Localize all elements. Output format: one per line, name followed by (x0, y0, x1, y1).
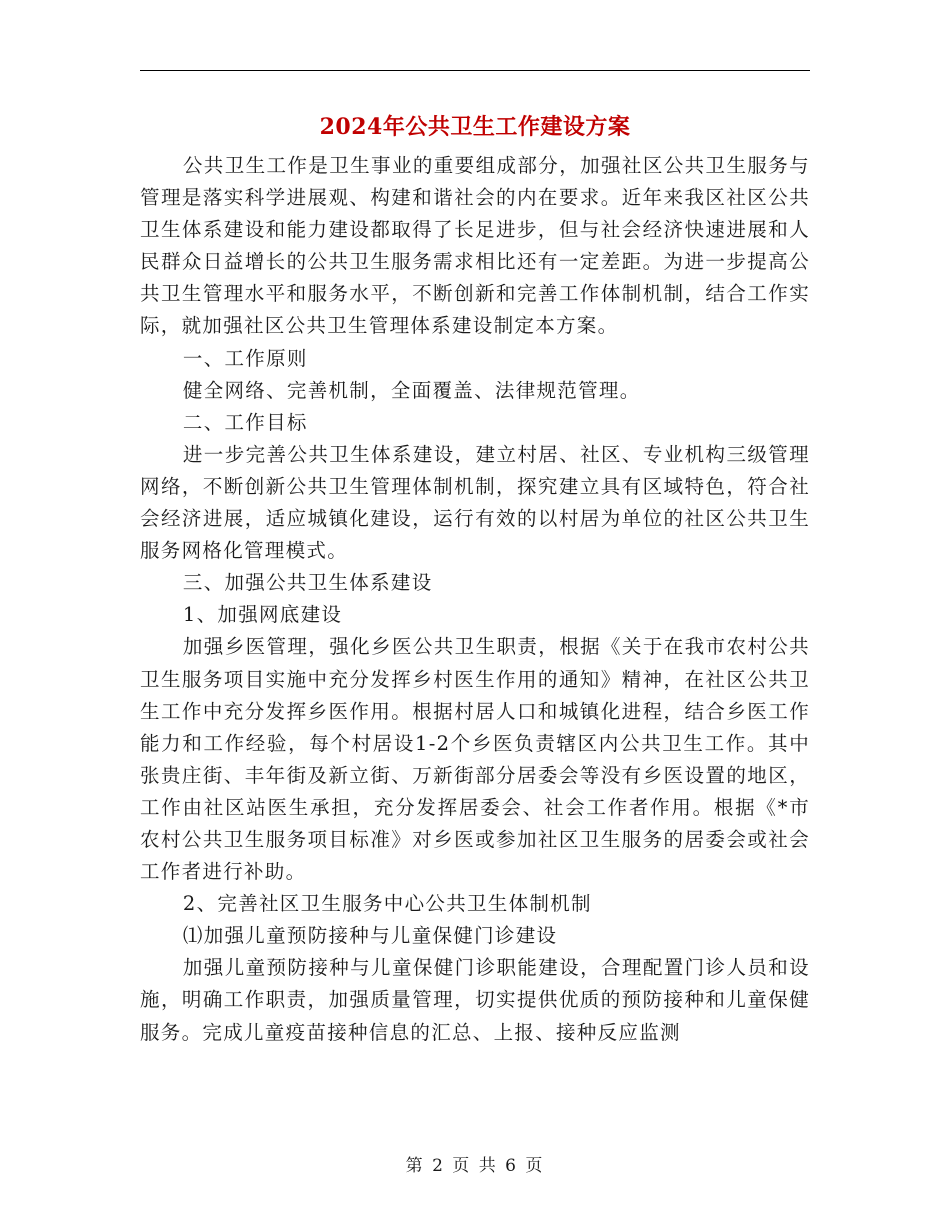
document-title: 2024年公共卫生工作建设方案 (319, 114, 631, 140)
heading-work-goals: 二、工作目标 (182, 410, 308, 434)
heading-work-principles: 一、工作原则 (182, 346, 308, 370)
paragraph-rural-doctors: 加强乡医管理，强化乡医公共卫生职责，根据《关于在我市农村公共卫生服务项目实施中充分发挥乡村医生作用的通知》精神，在社区公共卫生工作中充分发挥乡医作用。根据村居人口和城镇化进程，结合乡医工作能力和工作经验，每个村居设1-2个乡医负责辖区内公共卫生工作。其中张贵庄街、丰年街及新立街、万新街部分居委会等没有乡医设置的地区，工作由社区站医生承担，充分发挥居委会、社会工作者作用。根据《*市农村公共卫生服务项目标准》对乡医或参加社区卫生服务的居委会或社会工作者进行补助。 (140, 635, 810, 884)
paragraph-principles: 健全网络、完善机制，全面覆盖、法律规范管理。 (182, 378, 641, 402)
subheading-center-mechanism: 2、完善社区卫生服务中心公共卫生体制机制 (182, 892, 592, 916)
paragraph-intro: 公共卫生工作是卫生事业的重要组成部分，加强社区公共卫生服务与管理是落实科学进展观、构建和谐社会的内在要求。近年来我区社区公共卫生体系建设和能力建设都取得了长足进步，但与社会经济快速进展和人民群众日益增长的公共卫生服务需求相比还有一定差距。为进一步提高公共卫生管理水平和服务水平，不断创新和完善工作体制机制，结合工作实际，就加强社区公共卫生管理体系建设制定本方案。 (140, 154, 810, 338)
document-body (140, 150, 810, 1049)
subheading-child-clinic: ⑴加强儿童预防接种与儿童保健门诊建设 (182, 924, 558, 948)
subheading-grassroots: 1、加强网底建设 (182, 603, 343, 627)
paragraph-child-clinic: 加强儿童预防接种与儿童保健门诊职能建设，合理配置门诊人员和设施，明确工作职责，加强质量管理，切实提供优质的预防接种和儿童保健服务。完成儿童疫苗接种信息的汇总、上报、接种反应监测 (140, 956, 810, 1044)
header-rule (140, 70, 810, 71)
paragraph-goals: 进一步完善公共卫生体系建设，建立村居、社区、专业机构三级管理网络，不断创新公共卫生管理体制机制，探究建立具有区域特色，符合社会经济进展，适应城镇化建设，运行有效的以村居为单位的社区公共卫生服务网格化管理模式。 (140, 442, 810, 563)
page-number-footer: 第 2 页 共 6 页 (405, 1156, 545, 1176)
heading-system-building: 三、加强公共卫生体系建设 (182, 571, 433, 595)
